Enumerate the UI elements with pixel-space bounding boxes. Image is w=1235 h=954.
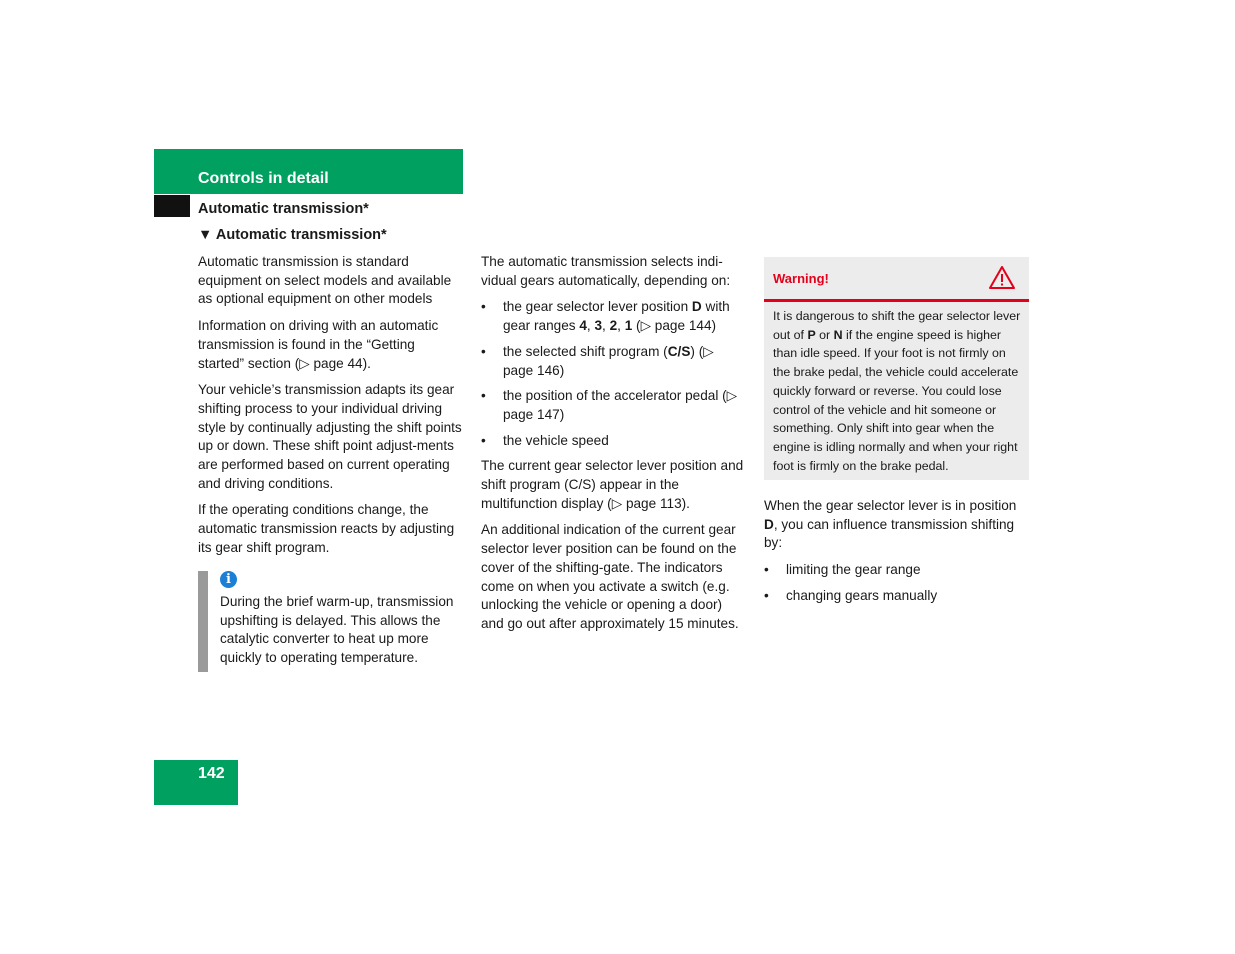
bullet-icon: • [764, 587, 769, 603]
column-right [764, 497, 1030, 613]
page-title-text: Automatic transmission* [215, 227, 387, 243]
info-icon: i [220, 571, 237, 588]
info-note [198, 571, 464, 672]
bullet-icon: • [481, 432, 486, 448]
page-number-tab [154, 760, 238, 805]
paragraph: If the operating conditions change, the automatic transmission reacts by adjusting its gear shift program. [198, 502, 455, 555]
paragraph: The automatic transmission selects indi-vidual gears automatically, depending on: [481, 254, 731, 288]
warning-title: Warning! [773, 271, 829, 286]
list-item: • the selected shift program (C/S) (▷ page 146) [481, 343, 714, 378]
bullet-list [764, 561, 1030, 605]
bullet-list [481, 298, 745, 450]
warning-text: It is dangerous to shift the gear selector lever out of P or N if the engine speed is higher than idle speed. If your foot is not firmly on the brake pedal, the vehicle could accelerate quickly forward or reverse. You could lose control of the vehicle and hit someone or something. Only shift into gear when the engine is idling normally and when your right foot is firmly on the brake pedal. [773, 309, 1021, 473]
list-item: • the vehicle speed [481, 432, 745, 451]
subsection-title: Automatic transmission* [198, 201, 369, 217]
paragraph: Your vehicle’s transmission adapts its gear shifting process to your individual driving style by continually adjusting the shift points up or down. These shift point adjust-ments are performed based on current operating and driving conditions. [198, 382, 462, 491]
note-bar [198, 571, 208, 672]
paragraph: When the gear selector lever is in position D, you can influence transmission shifting by: [764, 498, 1017, 551]
warning-box [764, 257, 1029, 480]
section-title: Controls in detail [198, 170, 329, 187]
column-left [198, 253, 464, 566]
bullet-icon: • [481, 388, 486, 404]
list-item: • changing gears manually [764, 587, 1030, 606]
page-number: 142 [198, 765, 225, 782]
page-title [198, 227, 387, 243]
list-item: • limiting the gear range [764, 561, 1030, 580]
bullet-icon: • [481, 343, 486, 359]
list-item: • the gear selector lever position D with gear ranges 4, 3, 2, 1 (▷ page 144) [481, 299, 730, 334]
warning-triangle-icon [988, 265, 1016, 290]
bullet-icon: • [764, 562, 769, 578]
section-marker [154, 195, 190, 217]
warning-header [764, 257, 1029, 302]
triangle-down-icon: ▼ [198, 227, 213, 243]
bullet-icon: • [481, 299, 486, 315]
paragraph: Automatic transmission is standard equipment on select models and available as optional equipment on other models [198, 254, 452, 307]
paragraph: An additional indication of the current gear selector lever position can be found on the cover of the shifting-gate. The indicators come on when you activate a switch (e.g. unlocking the vehicle or opening a door) and go out after approximately 15 minutes. [481, 522, 739, 631]
info-text: During the brief warm-up, transmission upshifting is delayed. This allows the catalytic converter to heat up more quickly to operating temperature. [220, 594, 454, 666]
paragraph: Information on driving with an automatic transmission is found in the “Getting started” section (▷ page 44). [198, 318, 439, 371]
paragraph: The current gear selector lever position and shift program (C/S) appear in the multifunction display (▷ page 113). [481, 458, 744, 511]
list-item: • the position of the accelerator pedal (▷ page 147) [481, 388, 738, 422]
column-middle [481, 253, 745, 642]
